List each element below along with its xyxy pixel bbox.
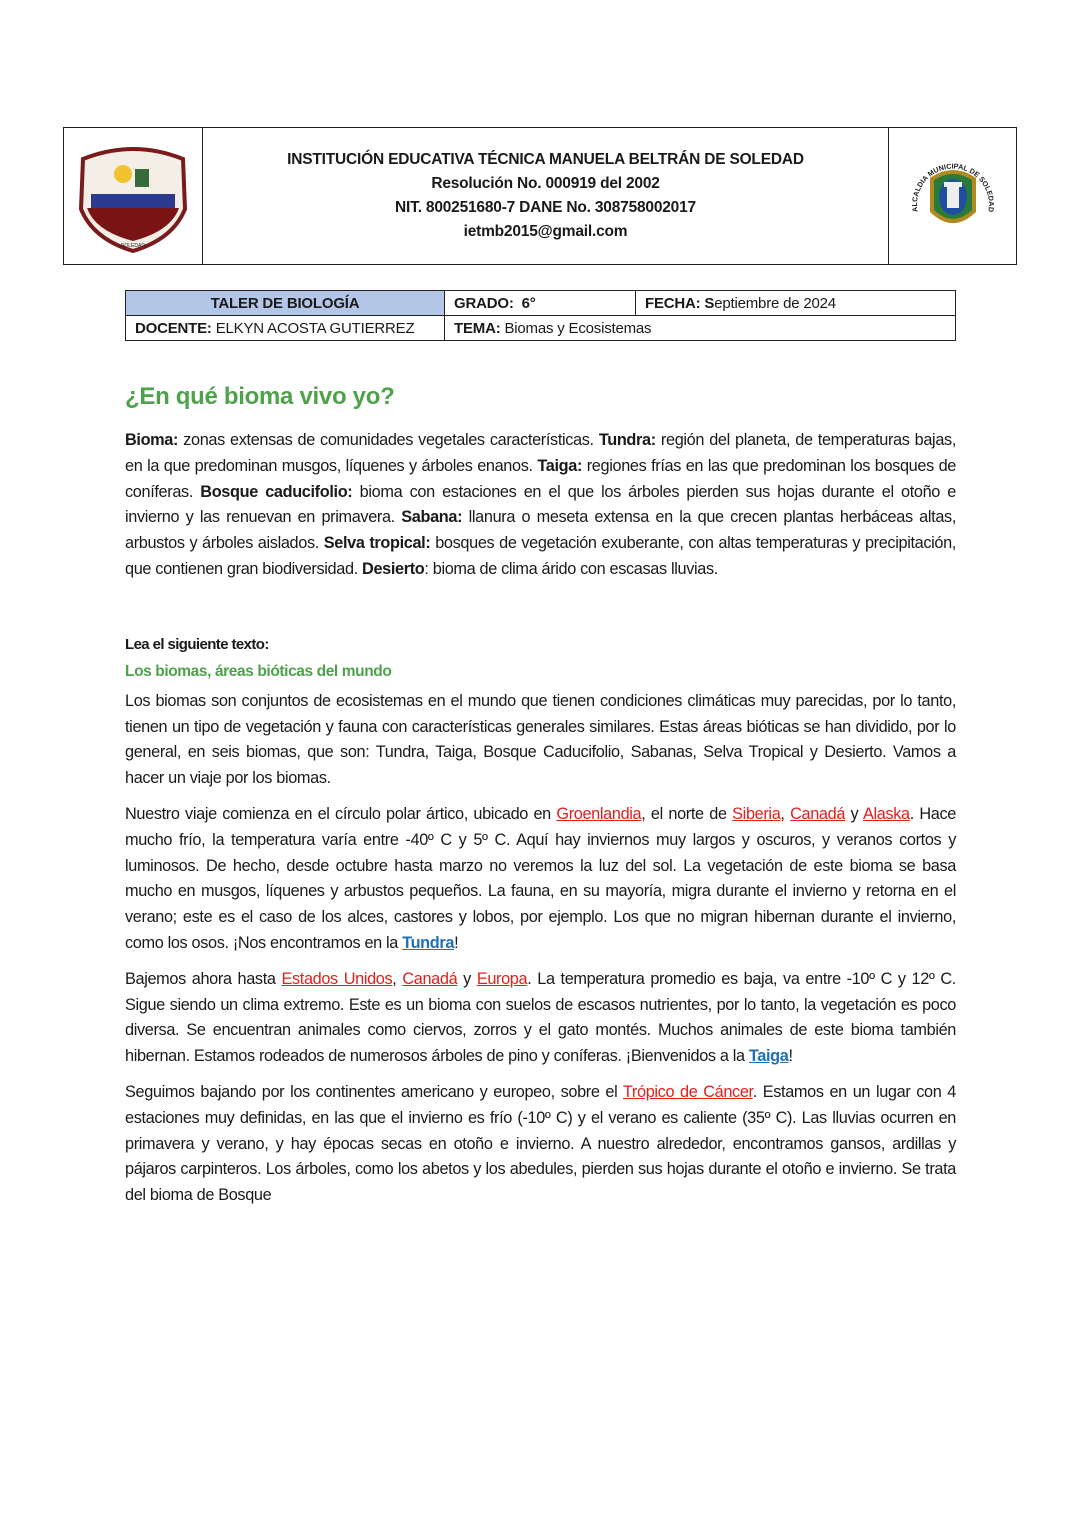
nit-dane: NIT. 800251680-7 DANE No. 308758002017 [395, 199, 696, 216]
text-segment: Seguimos bajando por los continentes americano y europeo, sobre el [125, 1082, 623, 1101]
page-title: ¿En qué bioma vivo yo? [125, 383, 395, 410]
text-segment: , [780, 804, 791, 823]
link-siberia[interactable]: Siberia [732, 804, 781, 823]
text-segment: regiones frías en las que predominan los bosques de coníferas. [125, 456, 956, 501]
link-groenlandia[interactable]: Groenlandia [556, 804, 642, 823]
workshop-info-table [125, 290, 956, 341]
teacher-value: ELKYN ACOSTA GUTIERREZ [215, 319, 415, 337]
grade-value: 6° [521, 294, 536, 312]
link-canadá[interactable]: Canadá [402, 969, 458, 988]
grade-cell [445, 291, 636, 316]
link-canadá[interactable]: Canadá [790, 804, 846, 823]
reading-subtitle: Los biomas, áreas bióticas del mundo [125, 662, 392, 680]
municipal-seal-icon [908, 151, 998, 241]
seal-arc-text: ALCALDIA MUNICIPAL DE SOLEDAD [909, 161, 996, 213]
link-alaska[interactable]: Alaska [862, 804, 910, 823]
text-segment: y [457, 969, 477, 988]
text-segment: zonas extensas de comunidades vegetales características. [178, 431, 599, 449]
link-taiga[interactable]: Taiga [748, 1047, 789, 1066]
reading-paragraph [125, 802, 956, 957]
text-segment: . La temperatura promedio es baja, va entre -10º C y 12º C. Sigue siendo un clima extremo. Este es un bioma con suelos de escasos nutrientes, por lo tanto, la vegetación es poco diversa. Se encuentran animales como ciervos, zorros y el gato montés. Muchos animales de este bioma también hibernan. Estamos rodeados de numerosos árboles de pino y coníferas. ¡Bienvenidos a la [125, 969, 956, 1066]
topic-value: Biomas y Ecosistemas [504, 319, 652, 337]
document-body [125, 380, 956, 1209]
crest-text: SOLEDAD [121, 242, 145, 249]
date-value: eptiembre de 2024 [714, 294, 836, 312]
bold-term: Selva tropical: [323, 534, 431, 553]
topic-cell [445, 316, 956, 341]
bold-term: Taiga: [537, 456, 583, 475]
reading-paragraph [125, 1080, 956, 1209]
link-trópico-de-cáncer[interactable]: Trópico de Cáncer [622, 1082, 753, 1101]
shield-crest-icon [73, 139, 193, 254]
text-segment: : bioma de clima árido con escasas lluvias. [424, 559, 718, 578]
grade-label: GRADO: [454, 294, 514, 312]
institution-name: INSTITUCIÓN EDUCATIVA TÉCNICA MANUELA BELTRÁN DE SOLEDAD [287, 151, 804, 168]
text-segment: llanura o meseta extensa en la que crecen plantas herbáceas altas, arbustos y árboles aislados. [125, 508, 956, 553]
link-tundra[interactable]: Tundra [402, 933, 455, 952]
definitions-paragraph [125, 428, 956, 583]
date-cell [636, 291, 956, 316]
bold-term: Tundra: [598, 431, 656, 449]
text-segment: ! [454, 933, 459, 952]
municipality-logo [888, 128, 1016, 264]
text-segment: . Hace mucho frío, la temperatura varía entre -40º C y 5º C. Aquí hay inviernos muy largos y oscuros, y veranos cortos y luminosos. De hecho, desde octubre hasta marzo no veremos la luz del sol. La vegetación de este bioma se basa mucho en musgos, líquenes y arbustos pequeños. La fauna, en su mayoría, migra durante el invierno y retorna en el verano; este es el caso de los alces, castores y lobos, por ejemplo. Los que no migran hibernan durante el invierno, como los osos. ¡Nos encontramos en la [125, 804, 957, 952]
text-segment: , el norte de [641, 804, 733, 823]
topic-label: TEMA: [454, 319, 501, 337]
text-segment: bioma con estaciones en el que los árboles pierden sus hojas durante el otoño e invierno y las renuevan en primavera. [125, 482, 957, 527]
text-segment: ! [788, 1047, 793, 1066]
text-segment: Los biomas son conjuntos de ecosistemas en el mundo que tienen condiciones climáticas muy parecidas, por lo tanto, tienen un tipo de vegetación y fauna con características generales similares. Estas áreas bióticas se han dividido, por lo general, en seis biomas, que son: Tundra, Taiga, Bosque Caducifolio, Sabanas, Selva Tropical y Desierto. Vamos a hacer un viaje por los biomas. [125, 691, 956, 788]
institution-info [203, 128, 888, 264]
bold-term: Sabana: [401, 508, 463, 527]
workshop-title: TALER DE BIOLOGÍA [126, 291, 445, 316]
instruction-label: Lea el siguiente texto: [125, 635, 269, 653]
text-segment: , [392, 969, 403, 988]
date-label: FECHA: S [645, 294, 715, 312]
text-segment: Nuestro viaje comienza en el círculo polar ártico, ubicado en [125, 804, 557, 823]
link-estados-unidos[interactable]: Estados Unidos [281, 969, 393, 988]
text-segment: región del planeta, de temperaturas bajas, en la que predominan musgos, líquenes y árboles enanos. [125, 431, 956, 475]
institution-header [63, 127, 1017, 265]
text-segment: bosques de vegetación exuberante, con altas temperaturas y precipitación, que contienen gran biodiversidad. [125, 534, 956, 578]
teacher-label: DOCENTE: [135, 319, 212, 337]
text-segment: . Estamos en un lugar con 4 estaciones muy definidas, en las que el invierno es frío (-10º C) y el verano es caliente (35º C). Las lluvias ocurren en primavera y verano, y hay épocas secas en otoño e invierno. A nuestro alrededor, encontramos gansos, ardillas y pájaros carpinteros. Los árboles, como los abetos y los abedules, pierden sus hojas durante el otoño e invierno. Se trata del bioma de Bosque [125, 1082, 956, 1205]
reading-paragraph [125, 689, 956, 792]
bold-term: Bioma: [125, 431, 179, 449]
school-crest-logo [64, 128, 203, 264]
text-segment: y [845, 804, 863, 823]
teacher-cell [126, 316, 445, 341]
reading-paragraph [125, 967, 956, 1070]
institution-email: ietmb2015@gmail.com [463, 223, 628, 240]
resolution: Resolución No. 000919 del 2002 [431, 175, 660, 192]
link-europa[interactable]: Europa [476, 969, 528, 988]
bold-term: Bosque caducifolio: [200, 482, 353, 501]
text-segment: Bajemos ahora hasta [125, 969, 282, 988]
bold-term: Desierto [362, 559, 425, 578]
